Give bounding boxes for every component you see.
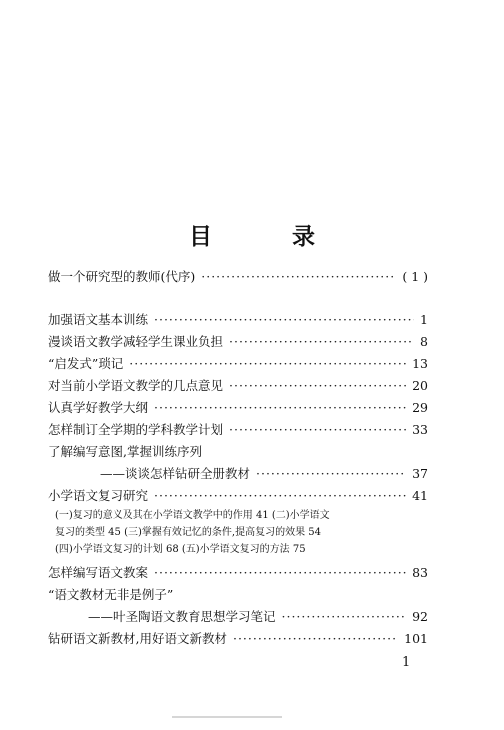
- toc-entry-page: 20: [412, 378, 428, 393]
- toc-subentry: (四)小学语文复习的计划 68 (五)小学语文复习的方法 75: [55, 544, 306, 555]
- toc-entry-label: 钻研语文新教材,用好语文新教材: [48, 631, 227, 646]
- toc-entry-page: 41: [412, 488, 428, 503]
- toc-entry: [48, 399, 428, 417]
- toc-entry: [48, 333, 428, 351]
- toc-entry-label: “语文教材无非是例子”: [48, 587, 174, 602]
- toc-entry-page: 13: [412, 356, 428, 371]
- toc-entry: [48, 421, 428, 439]
- toc-entry-label: 怎样编写语文教案: [48, 565, 149, 580]
- leader-dots: [154, 399, 406, 417]
- toc-entry: [48, 586, 428, 604]
- toc-entry-label: 对当前小学语文教学的几点意见: [48, 378, 224, 393]
- leader-dots: [154, 311, 414, 329]
- leader-dots: [201, 268, 396, 286]
- toc-entry: [48, 487, 428, 505]
- leader-dots: [256, 465, 406, 483]
- leader-dots: [229, 333, 414, 351]
- toc-entry: [100, 465, 428, 483]
- toc-entry: [48, 630, 428, 648]
- toc-entry-label: 了解编写意图,掌握训练序列: [48, 444, 202, 459]
- toc-entry-label: ——叶圣陶语文教育思想学习笔记: [88, 609, 276, 624]
- toc-entry-label: ——谈谈怎样钻研全册教材: [100, 466, 251, 481]
- toc-entry-page: ( 1 ): [402, 269, 428, 284]
- scan-smudge: [172, 716, 282, 718]
- toc-entry-label: 做一个研究型的教师(代序): [48, 269, 196, 284]
- toc-entry-page: 8: [420, 334, 428, 349]
- page-title: 目 录: [188, 224, 351, 250]
- toc-entry: [48, 311, 428, 329]
- toc-entry-preface: [48, 268, 428, 286]
- toc-entry-label: 小学语文复习研究: [48, 488, 149, 503]
- toc-entry-label: 漫谈语文教学减轻学生课业负担: [48, 334, 224, 349]
- toc-entry-page: 1: [420, 312, 428, 327]
- toc-entry-page: 29: [412, 400, 428, 415]
- toc-entry-label: “启发式”琐记: [48, 356, 124, 371]
- toc-entry: [48, 564, 428, 582]
- leader-dots: [129, 355, 406, 373]
- toc-entry-label: 认真学好教学大纲: [48, 400, 149, 415]
- toc-entry-label: 加强语文基本训练: [48, 312, 149, 327]
- toc-entry: [48, 377, 428, 395]
- toc-entry-page: 33: [412, 422, 428, 437]
- leader-dots: [154, 487, 406, 505]
- leader-dots: [154, 564, 406, 582]
- leader-dots: [282, 608, 407, 626]
- toc-entry: [48, 443, 428, 461]
- leader-dots: [233, 630, 398, 648]
- page-number: 1: [402, 655, 411, 670]
- leader-dots: [229, 421, 406, 439]
- toc-entry-page: 83: [412, 565, 428, 580]
- toc-entry: [48, 355, 428, 373]
- toc-entry: [88, 608, 428, 626]
- toc-entry-page: 37: [412, 466, 428, 481]
- leader-dots: [229, 377, 406, 395]
- toc-entry-label: 怎样制订全学期的学科教学计划: [48, 422, 224, 437]
- toc-subentry: (一)复习的意义及其在小学语文教学中的作用 41 (二)小学语文: [55, 510, 330, 521]
- toc-entry-page: 101: [404, 631, 428, 646]
- toc-subentry: 复习的类型 45 (三)掌握有效记忆的条件,提高复习的效果 54: [55, 527, 321, 538]
- toc-entry-page: 92: [412, 609, 428, 624]
